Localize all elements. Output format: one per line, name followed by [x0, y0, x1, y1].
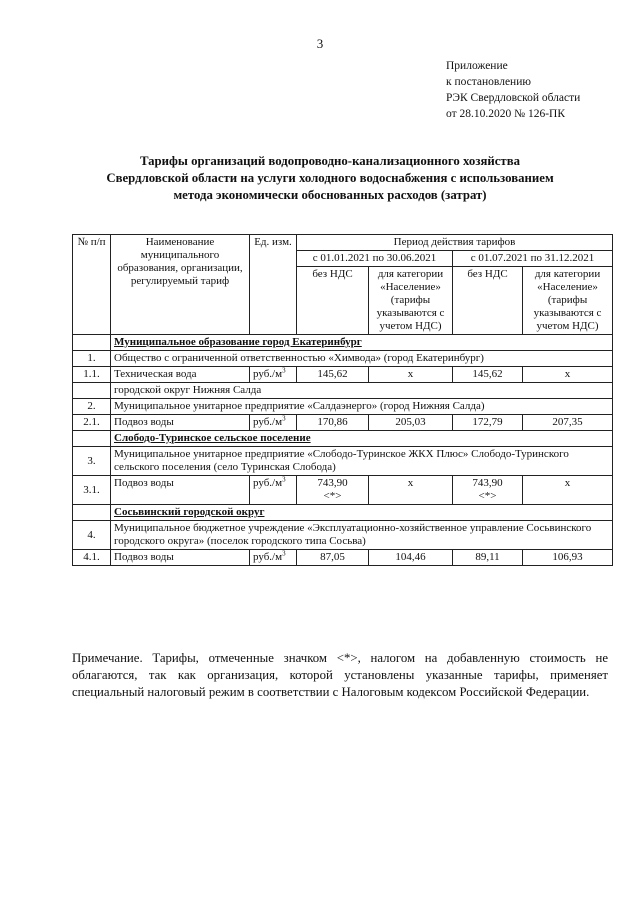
- unit-text: руб./м: [253, 551, 283, 563]
- header-no-vat: без НДС: [297, 267, 369, 335]
- unit-cell: [250, 476, 297, 505]
- tariff-name: Техническая вода: [111, 367, 250, 383]
- value-cell: 172,79: [453, 415, 523, 431]
- unit-text: руб./м: [253, 477, 283, 489]
- appendix-block: [446, 58, 580, 122]
- municipality-name: городской округ Нижняя Салда: [111, 383, 613, 399]
- org-name: Общество с ограниченной ответственностью «Химвода» (город Екатеринбург): [111, 351, 613, 367]
- page-number: 3: [316, 36, 324, 51]
- header-no-vat: без НДС: [453, 267, 523, 335]
- header-unit: Ед. изм.: [250, 235, 297, 335]
- section-title: Слободо-Туринское сельское поселение: [111, 431, 613, 447]
- value-cell: x: [523, 367, 613, 383]
- header-row: [73, 235, 613, 251]
- row-num: 3.1.: [73, 476, 111, 505]
- table-row: [73, 399, 613, 415]
- value-cell: 89,11: [453, 550, 523, 566]
- unit-sup: 3: [282, 475, 286, 484]
- value-cell: 145,62: [453, 367, 523, 383]
- appendix-line: от 28.10.2020 № 126-ПК: [446, 108, 566, 120]
- unit-cell: [250, 367, 297, 383]
- row-num: 4.1.: [73, 550, 111, 566]
- title-line: Тарифы организаций водопроводно-канализационного хозяйства: [139, 154, 521, 168]
- header-population: для категории «Население» (тарифы указываются с учетом НДС): [369, 267, 453, 335]
- tariff-name: Подвоз воды: [111, 476, 250, 505]
- unit-cell: [250, 550, 297, 566]
- value-mark: <*>: [478, 490, 497, 502]
- value-cell: 205,03: [369, 415, 453, 431]
- title-line: Свердловской области на услуги холодного водоснабжения с использованием: [106, 171, 554, 185]
- table-row: [73, 521, 613, 550]
- appendix-line: к постановлению: [446, 76, 531, 88]
- value: 743,90: [317, 477, 348, 489]
- table-row: [73, 550, 613, 566]
- section-title: Муниципальное образование город Екатеринбург: [111, 335, 613, 351]
- unit-cell: [250, 415, 297, 431]
- header-name: Наименование муниципального образования, организации, регулируемый тариф: [111, 235, 250, 335]
- table-row: [73, 367, 613, 383]
- value: 743,90: [472, 477, 503, 489]
- value-cell: x: [523, 476, 613, 505]
- unit-text: руб./м: [253, 416, 283, 428]
- tariff-name: Подвоз воды: [111, 550, 250, 566]
- appendix-line: РЭК Свердловской области: [446, 92, 581, 104]
- title-line: метода экономически обоснованных расходов (затрат): [173, 188, 487, 202]
- section-row: [73, 431, 613, 447]
- value-cell: [453, 476, 523, 505]
- section-title: Сосьвинский городской округ: [111, 505, 613, 521]
- table-row: [73, 383, 613, 399]
- footnote: Примечание. Тарифы, отмеченные значком <*>, налогом на добавленную стоимость не облагаются, так как организация, которой установлены указанные тарифы, применяет специальный налоговый режим в соответствии с Налоговым кодексом Российской Федерации.: [72, 651, 608, 699]
- value-cell: 207,35: [523, 415, 613, 431]
- org-name: Муниципальное унитарное предприятие «Салдаэнерго» (город Нижняя Салда): [111, 399, 613, 415]
- org-name: Муниципальное унитарное предприятие «Слободо-Туринское ЖКХ Плюс» Слободо-Туринского сельского поселения (село Туринская Слобода): [111, 447, 613, 476]
- header-period: Период действия тарифов: [297, 235, 613, 251]
- value-cell: 104,46: [369, 550, 453, 566]
- row-num: 4.: [73, 521, 111, 550]
- value-cell: 145,62: [297, 367, 369, 383]
- org-name: Муниципальное бюджетное учреждение «Эксплуатационно-хозяйственное управление Сосьвинского городского округа» (поселок городского типа Сосьва): [111, 521, 613, 550]
- header-num: № п/п: [73, 235, 111, 335]
- header-period-1: с 01.01.2021 по 30.06.2021: [297, 251, 453, 267]
- value-cell: 106,93: [523, 550, 613, 566]
- row-num: 1.: [73, 351, 111, 367]
- table-row: [73, 351, 613, 367]
- unit-sup: 3: [282, 366, 286, 375]
- row-num: 2.1.: [73, 415, 111, 431]
- section-row: [73, 505, 613, 521]
- header-period-2: с 01.07.2021 по 31.12.2021: [453, 251, 613, 267]
- tariff-table: [72, 234, 613, 566]
- unit-sup: 3: [282, 414, 286, 423]
- unit-text: руб./м: [253, 368, 283, 380]
- row-num: 1.1.: [73, 367, 111, 383]
- value-cell: x: [369, 367, 453, 383]
- table-row: [73, 415, 613, 431]
- tariff-name: Подвоз воды: [111, 415, 250, 431]
- document-title: [60, 153, 600, 204]
- row-num: 3.: [73, 447, 111, 476]
- value-cell: [297, 476, 369, 505]
- value-cell: 87,05: [297, 550, 369, 566]
- unit-sup: 3: [282, 549, 286, 558]
- table-row: [73, 476, 613, 505]
- appendix-line: Приложение: [446, 60, 508, 72]
- value-cell: x: [369, 476, 453, 505]
- value-cell: 170,86: [297, 415, 369, 431]
- value-mark: <*>: [323, 490, 342, 502]
- row-num: 2.: [73, 399, 111, 415]
- header-population: для категории «Население» (тарифы указываются с учетом НДС): [523, 267, 613, 335]
- section-row: [73, 335, 613, 351]
- table-row: [73, 447, 613, 476]
